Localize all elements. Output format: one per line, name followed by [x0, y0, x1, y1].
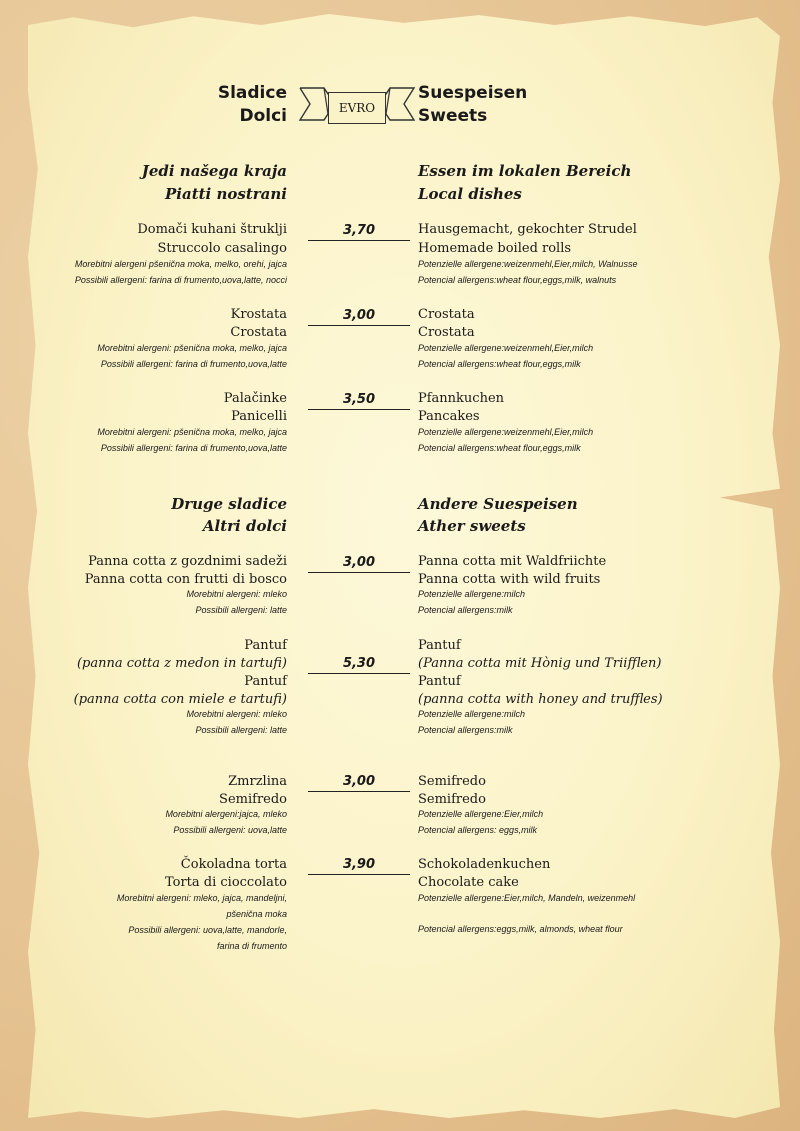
price: 3,70 — [308, 222, 410, 241]
price: 3,90 — [308, 856, 410, 875]
section-heading-left: Jedi našega kraja — [141, 162, 287, 180]
price: 3,00 — [308, 307, 410, 326]
allergen-note: Potencial allergens: eggs,milk — [418, 825, 538, 835]
dish-name: Pfannkuchen — [418, 391, 505, 406]
section-heading-right: Andere Suespeisen — [418, 495, 578, 513]
allergen-note: Possibili allergeni: latte — [195, 605, 287, 615]
dish-description: (Panna cotta mit Hònig und Triifflen) — [418, 656, 662, 671]
price: 3,50 — [308, 391, 410, 410]
section-heading-right: Essen im lokalen Bereich — [418, 162, 632, 180]
dish-name: Zmrzlina — [228, 774, 287, 789]
price: 3,00 — [308, 773, 410, 792]
allergen-note: Potenzielle allergene:weizenmehl,Eier,milch — [418, 427, 594, 437]
allergen-note: Possibili allergeni: uova,latte, mandorle, — [128, 925, 287, 935]
dish-name: Crostata — [418, 307, 475, 322]
dish-name: Semifredo — [418, 774, 486, 789]
currency-label: EVRO — [328, 92, 386, 124]
dish-description: (panna cotta con miele e tartufi) — [73, 692, 287, 707]
dish-name: Čokoladna torta — [180, 857, 287, 872]
dish-name: Semifredo — [418, 792, 486, 807]
dish-name: Struccolo casalingo — [157, 241, 287, 256]
dish-description: (panna cotta z medon in tartufi) — [76, 656, 287, 671]
dish-name: Pantuf — [244, 638, 287, 653]
allergen-note: Possibili allergeni: farina di frumento,uova,latte, nocci — [74, 275, 287, 285]
allergen-note: Possibili allergeni: latte — [195, 725, 287, 735]
allergen-note: Potenzielle allergene:weizenmehl,Eier,milch, Walnusse — [418, 259, 638, 269]
allergen-note: Potenzielle allergene:milch — [418, 589, 526, 599]
allergen-note: Potenzielle allergene:weizenmehl,Eier,milch — [418, 343, 594, 353]
allergen-note: Morebitni alergeni: mleko, jajca, mandeljni, — [116, 893, 287, 903]
allergen-note: farina di frumento — [216, 941, 287, 951]
allergen-note: Potencial allergens:milk — [418, 605, 513, 615]
allergen-note: Morebitni alergeni:jajca, mleko — [165, 809, 287, 819]
dish-name: Panna cotta mit Waldfriichte — [418, 554, 607, 569]
dish-name: Panna cotta with wild fruits — [418, 572, 601, 587]
allergen-note: Potencial allergens:eggs,milk, almonds, wheat flour — [418, 924, 623, 934]
header-left-title-1: Sladice — [217, 83, 287, 103]
allergen-note: Potenzielle allergene:milch — [418, 709, 526, 719]
allergen-note: Morebitni alergeni: pšenična moka, melko, jajca — [97, 427, 287, 437]
dish-name: Pantuf — [418, 674, 461, 689]
section-heading-left: Piatti nostrani — [165, 185, 287, 203]
dish-name: Crostata — [418, 325, 475, 340]
price: 5,30 — [308, 655, 410, 674]
allergen-note: Morebitni alergeni pšenična moka, melko, orehi, jajca — [74, 259, 287, 269]
dish-name: Panna cotta con frutti di bosco — [84, 572, 287, 587]
dish-name: Chocolate cake — [418, 875, 519, 890]
allergen-note: pšenična moka — [226, 909, 287, 919]
section-heading-left: Altri dolci — [202, 517, 287, 535]
dish-name: Crostata — [230, 325, 287, 340]
allergen-note: Possibili allergeni: farina di frumento,uova,latte — [100, 359, 287, 369]
allergen-note: Potencial allergens:wheat flour,eggs,milk, walnuts — [418, 275, 617, 285]
dish-name: Hausgemacht, gekochter Strudel — [418, 222, 637, 237]
dish-name: Pantuf — [418, 638, 461, 653]
section-heading-left: Druge sladice — [171, 495, 287, 513]
dish-name: Pancakes — [418, 409, 480, 424]
allergen-note: Potencial allergens:milk — [418, 725, 513, 735]
dish-description: (panna cotta with honey and truffles) — [418, 692, 663, 707]
header-right-title-2: Sweets — [418, 106, 488, 126]
allergen-note: Morebitni alergeni: mleko — [186, 709, 287, 719]
allergen-note: Possibili allergeni: farina di frumento,uova,latte — [100, 443, 287, 453]
dish-name: Panicelli — [231, 409, 287, 424]
dish-name: Torta di cioccolato — [164, 875, 287, 890]
header-right-title-1: Suespeisen — [418, 83, 528, 103]
dish-name: Domači kuhani štruklji — [137, 222, 287, 237]
section-heading-right: Local dishes — [418, 185, 522, 203]
allergen-note: Potenzielle allergene:Eier,milch, Mandeln, weizenmehl — [418, 893, 636, 903]
allergen-note: Potenzielle allergene:Eier,milch — [418, 809, 544, 819]
dish-name: Schokoladenkuchen — [418, 857, 551, 872]
dish-name: Panna cotta z gozdnimi sadeži — [88, 554, 287, 569]
allergen-note: Possibili allergeni: uova,latte — [173, 825, 287, 835]
dish-name: Semifredo — [219, 792, 287, 807]
allergen-note: Morebitni alergeni: pšenična moka, melko, jajca — [97, 343, 287, 353]
dish-name: Palačinke — [223, 391, 287, 406]
allergen-note: Potencial allergens:wheat flour,eggs,milk — [418, 359, 581, 369]
dish-name: Homemade boiled rolls — [418, 241, 572, 256]
header-left-title-2: Dolci — [239, 106, 287, 126]
allergen-note: Potencial allergens:wheat flour,eggs,milk — [418, 443, 581, 453]
dish-name: Pantuf — [244, 674, 287, 689]
allergen-note: Morebitni alergeni: mleko — [186, 589, 287, 599]
price: 3,00 — [308, 554, 410, 573]
section-heading-right: Ather sweets — [418, 517, 526, 535]
dish-name: Krostata — [230, 307, 287, 322]
